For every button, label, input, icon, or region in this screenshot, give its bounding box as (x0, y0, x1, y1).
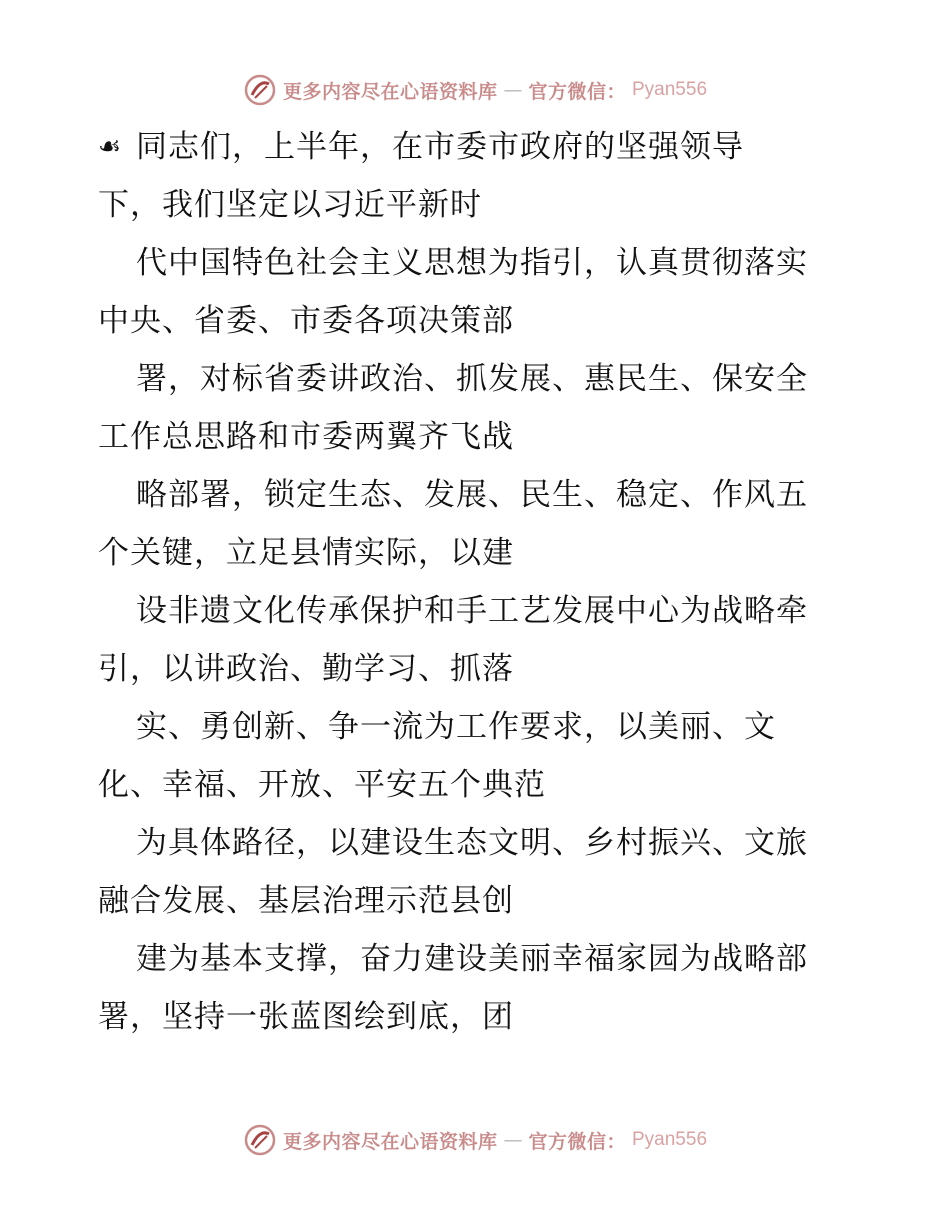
logo-icon (243, 1123, 277, 1157)
logo-icon (243, 73, 277, 107)
watermark-separator: — (503, 79, 523, 101)
text-line-11: 实、勇创新、争一流为工作要求，以美丽、文 (136, 709, 776, 745)
watermark-label: 官方微信： (528, 1130, 626, 1153)
text-line-15: 建为基本支撑，奋力建设美丽幸福家园为战略部 (136, 941, 808, 977)
watermark-separator: — (503, 1129, 523, 1151)
document-body (98, 118, 858, 1046)
watermark-text: 更多内容尽在心语资料库 (282, 80, 498, 103)
text-line-1: ☙ 同志们，上半年，在市委市政府的坚强领导 (98, 118, 858, 176)
text-line-10: 引，以讲政治、勤学习、抓落 (98, 651, 514, 687)
text-line-13: 为具体路径，以建设生态文明、乡村振兴、文旅 (136, 825, 808, 861)
text-line-7: 略部署，锁定生态、发展、民生、稳定、作风五 (136, 477, 808, 513)
watermark-id: Pyan556 (632, 79, 708, 100)
text-line-16: 署，坚持一张蓝图绘到底，团 (98, 999, 514, 1035)
text-line-4: 中央、省委、市委各项决策部 (98, 303, 514, 339)
header-watermark (0, 72, 950, 108)
text-line-6: 工作总思路和市委两翼齐飞战 (98, 419, 514, 455)
text-line-12: 化、幸福、开放、平安五个典范 (98, 767, 546, 803)
watermark-text: 更多内容尽在心语资料库 (282, 1130, 498, 1153)
text-line-14: 融合发展、基层治理示范县创 (98, 883, 514, 919)
text-line-9: 设非遗文化传承保护和手工艺发展中心为战略牵 (136, 593, 808, 629)
text-line-3: 代中国特色社会主义思想为指引，认真贯彻落实 (136, 245, 808, 281)
text-line-8: 个关键，立足县情实际，以建 (98, 535, 514, 571)
footer-watermark (0, 1122, 950, 1158)
text-line-2: 下，我们坚定以习近平新时 (98, 187, 482, 223)
watermark-id: Pyan556 (632, 1129, 708, 1150)
bullet-icon: ☙ (98, 132, 123, 162)
watermark-label: 官方微信： (528, 80, 626, 103)
text-line-5: 署，对标省委讲政治、抓发展、惠民生、保安全 (136, 361, 808, 397)
